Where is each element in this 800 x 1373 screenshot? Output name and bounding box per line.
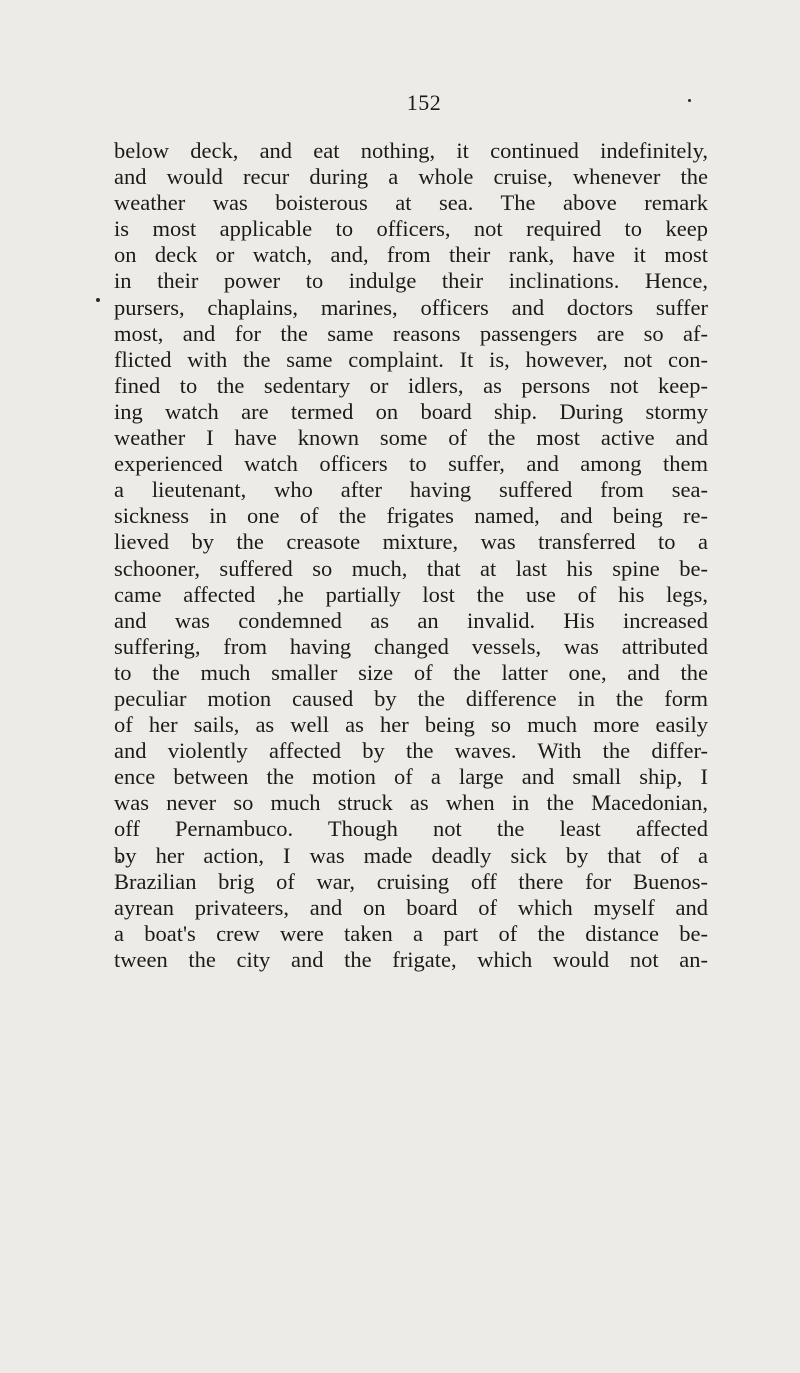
text-line: lieved by the creasote mixture, was transferred to a — [114, 529, 708, 555]
text-line: sickness in one of the frigates named, and being re- — [114, 503, 708, 529]
text-line: and was condemned as an invalid. His increased — [114, 607, 708, 633]
ink-speck — [688, 99, 691, 102]
text-line: came affected ,he partially lost the use of his legs, — [114, 581, 708, 607]
text-line: peculiar motion caused by the difference in the form — [114, 685, 708, 711]
text-line: pursers, chaplains, marines, officers and doctors suffer — [114, 294, 708, 320]
text-line: tween the city and the frigate, which would not an- — [114, 946, 708, 972]
text-line: flicted with the same complaint. It is, however, not con- — [114, 346, 708, 372]
text-line: a lieutenant, who after having suffered from sea- — [114, 477, 708, 503]
text-line: of her sails, as well as her being so much more easily — [114, 712, 708, 738]
text-line: and would recur during a whole cruise, whenever the — [114, 164, 708, 190]
text-line: suffering, from having changed vessels, was attributed — [114, 633, 708, 659]
text-line: to the much smaller size of the latter one, and the — [114, 659, 708, 685]
text-line: off Pernambuco. Though not the least affected — [114, 816, 708, 842]
text-line: most, and for the same reasons passengers are so af- — [114, 320, 708, 346]
text-line: by her action, I was made deadly sick by that of a — [114, 842, 708, 868]
text-line: a boat's crew were taken a part of the distance be- — [114, 920, 708, 946]
page-number: 152 — [406, 90, 442, 115]
text-line: weather was boisterous at sea. The above remark — [114, 190, 708, 216]
text-line: Brazilian brig of war, cruising off there for Buenos- — [114, 868, 708, 894]
ink-speck — [96, 298, 100, 302]
text-line: weather I have known some of the most active and — [114, 425, 708, 451]
text-line: fined to the sedentary or idlers, as persons not keep- — [114, 372, 708, 398]
text-line: ing watch are termed on board ship. During stormy — [114, 398, 708, 424]
text-line: in their power to indulge their inclinations. Hence, — [114, 268, 708, 294]
text-line: ayrean privateers, and on board of which myself and — [114, 894, 708, 920]
text-line: schooner, suffered so much, that at last his spine be- — [114, 555, 708, 581]
text-line: experienced watch officers to suffer, and among them — [114, 451, 708, 477]
text-line: ence between the motion of a large and small ship, I — [114, 764, 708, 790]
text-line: was never so much struck as when in the Macedonian, — [114, 790, 708, 816]
body-text — [114, 138, 708, 973]
text-line: below deck, and eat nothing, it continued indefinitely, — [114, 138, 708, 163]
text-line: on deck or watch, and, from their rank, have it most — [114, 242, 708, 268]
text-line: and violently affected by the waves. With the differ- — [114, 738, 708, 764]
text-line: is most applicable to officers, not required to keep — [114, 216, 708, 242]
